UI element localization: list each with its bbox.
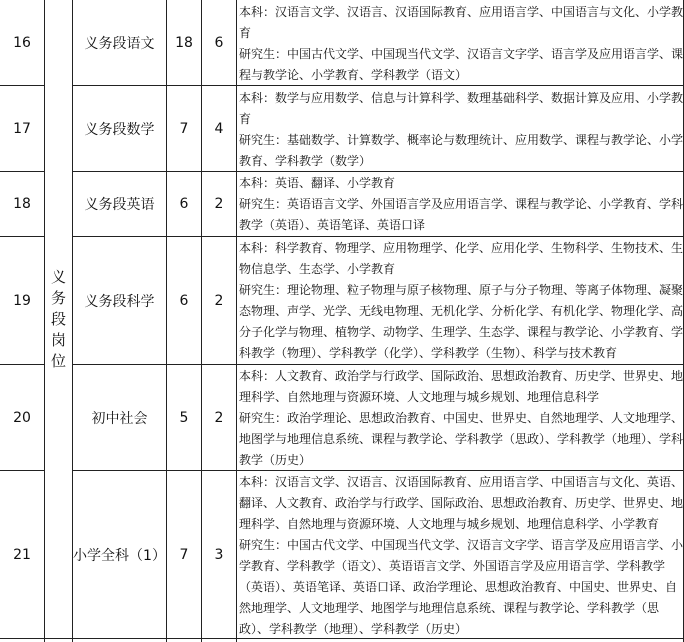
- grad-majors: 研究生：政治学理论、思想政治教育、中国史、世界史、自然地理学、人文地理学、地图学与地理信息系统、课程与教学论、学科教学（思政）、学科教学（地理）、学科教学（历史）: [239, 411, 683, 467]
- grad-majors: 研究生：理论物理、粒子物理与原子核物理、原子与分子物理、等离子体物理、凝聚态物理、声学、光学、无线电物理、无机化学、分析化学、有机化学、物理化学、高分子化学与物理、植物学、动物学、生理学、生态学、课程与教学论、小学教育、学科教学（物理）、学科教学（化学）、学科教学（生物）、科学与技术教育: [239, 283, 683, 360]
- ratio-value: 2: [214, 409, 224, 426]
- undergrad-majors: 本科：英语、翻译、小学教育: [239, 176, 396, 190]
- grad-majors: 研究生：英语语言文学、外国语言学及应用语言学、课程与教学论、小学教育、学科教学（英语）、英语笔译、英语口译: [239, 197, 683, 232]
- category-cell: [45, 0, 72, 638]
- grad-majors: 研究生：中国古代文学、中国现当代文学、汉语言文字学、语言学及应用语言学、小学教育、学科教学（语文）、英语语言文学、外国语言学及应用语言学、学科教学（英语）、英语笔译、英语口译、政治学理论、思想政治教育、中国史、世界史、自然地理学、人文地理学、地图学与地理信息系统、课程与教学论、学科教学（思政）、学科教学（地理）、学科教学（历史）: [239, 538, 683, 636]
- post-name: 初中社会: [91, 410, 148, 427]
- row-number: 21: [13, 546, 31, 563]
- undergrad-majors: 本科：数学与应用数学、信息与计算科学、数理基础科学、数据计算及应用、小学教育: [239, 91, 683, 126]
- recruit-count: 18: [175, 34, 193, 51]
- row-number: 17: [13, 120, 31, 137]
- recruit-count: 5: [179, 409, 189, 426]
- undergrad-majors: 本科：汉语言文学、汉语言、汉语国际教育、应用语言学、中国语言与文化、小学教育: [239, 5, 683, 40]
- row-number: 18: [13, 196, 31, 212]
- major-requirements: [239, 366, 683, 470]
- undergrad-majors: 本科：科学教育、物理学、应用物理学、化学、应用化学、生物科学、生物技术、生物信息学、生态学、小学教育: [239, 241, 683, 276]
- row-number: 19: [13, 292, 31, 309]
- ratio-value: 4: [214, 120, 224, 137]
- undergrad-majors: 本科：汉语言文学、汉语言、汉语国际教育、应用语言学、中国语言与文化、英语、翻译、人文教育、政治学与行政学、国际政治、思想政治教育、历史学、世界史、地理科学、自然地理与资源环境、人文地理与城乡规划、地理信息科学、小学教育: [239, 475, 683, 531]
- category-label: 义务段岗位: [50, 267, 66, 370]
- undergrad-majors: 本科：人文教育、政治学与行政学、国际政治、思想政治教育、历史学、世界史、地理科学、自然地理与资源环境、人文地理与城乡规划、地理信息科学: [239, 369, 683, 404]
- post-name: 小学全科（1）: [73, 547, 166, 564]
- grad-majors: 研究生：中国古代文学、中国现当代文学、汉语言文字学、语言学及应用语言学、课程与教学论、小学教育、学科教学（语文）: [239, 47, 683, 82]
- ratio-value: 2: [214, 196, 224, 212]
- ratio-value: 3: [214, 546, 224, 563]
- post-name: 义务段科学: [84, 293, 155, 310]
- major-requirements: [239, 2, 683, 84]
- post-name: 义务段语文: [84, 35, 155, 52]
- column-border: [236, 0, 237, 642]
- recruit-count: 7: [179, 120, 189, 137]
- row-number: 16: [13, 34, 31, 51]
- major-requirements: [239, 88, 683, 170]
- major-requirements: [239, 472, 683, 638]
- recruit-count: 6: [179, 292, 189, 309]
- post-name: 义务段英语: [84, 197, 155, 213]
- ratio-value: 2: [214, 292, 224, 309]
- ratio-value: 6: [214, 34, 224, 51]
- row-border: [0, 638, 684, 639]
- grad-majors: 研究生：基础数学、计算数学、概率论与数理统计、应用数学、课程与教学论、小学教育、学科教学（数学）: [239, 133, 683, 168]
- major-requirements: [239, 238, 683, 364]
- major-requirements: [239, 173, 683, 235]
- recruit-count: 6: [179, 196, 189, 212]
- row-number: 20: [13, 409, 31, 426]
- post-name: 义务段数学: [84, 121, 155, 138]
- recruit-count: 7: [179, 546, 189, 563]
